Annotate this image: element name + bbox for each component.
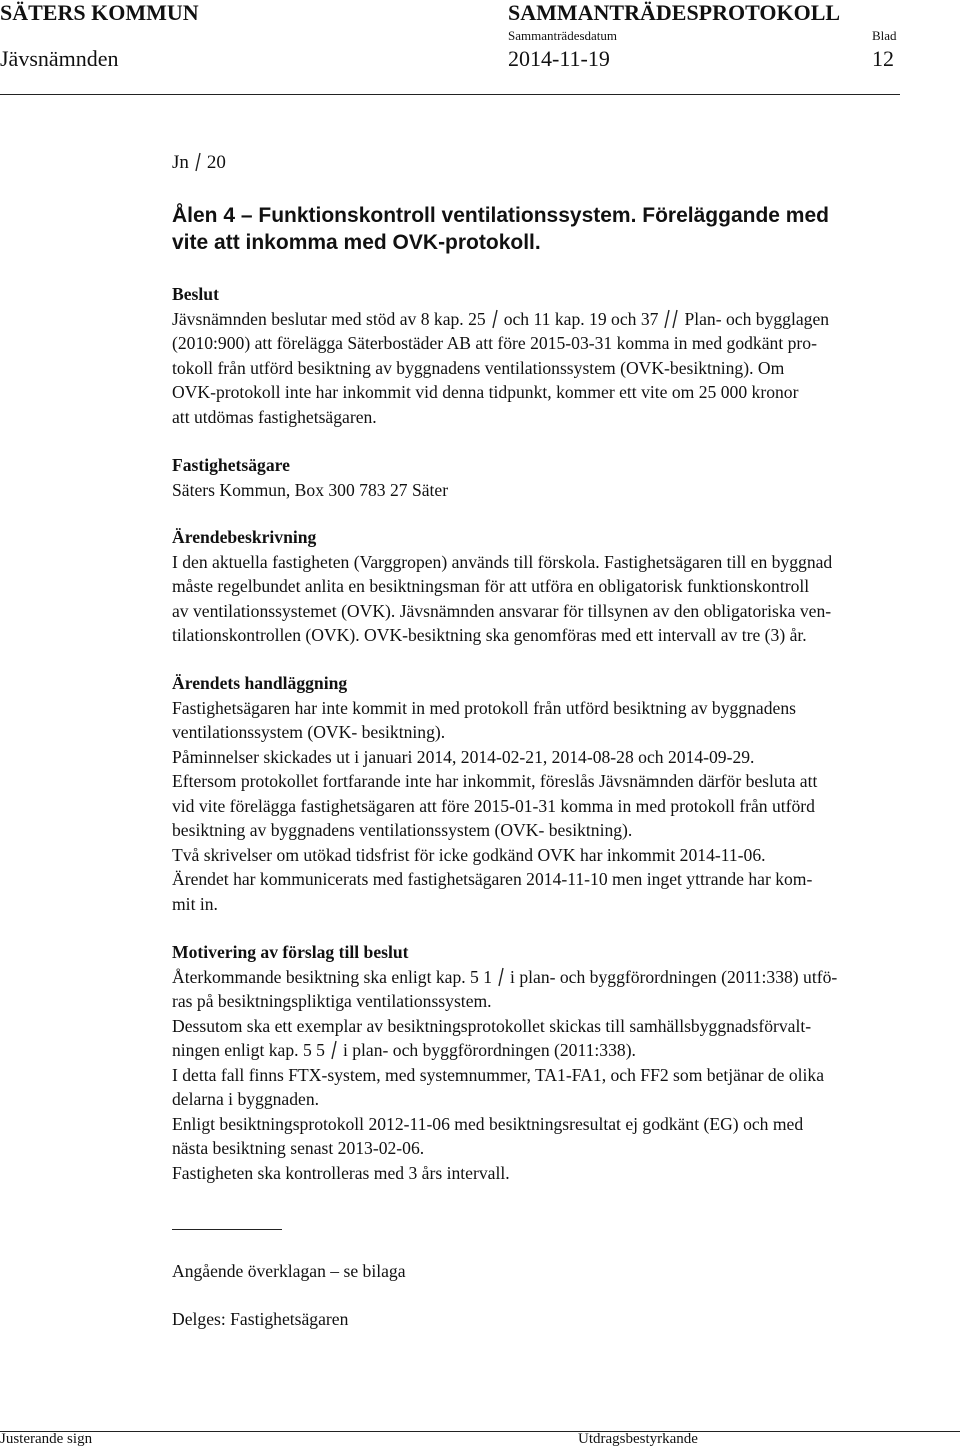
- handlaggning-line-5: vid vite förelägga fastighetsägaren att före 2015-01-31 komma in med protokoll från utförd: [172, 795, 815, 816]
- motivering-line-7: Enligt besiktningsprotokoll 2012-11-06 med besiktningsresultat ej godkänt (EG) och med: [172, 1113, 804, 1134]
- beskrivning-line-3: av ventilationssystemet (OVK). Jävsnämnden ansvarar för tillsynen av den obligatoriska ven-: [172, 600, 832, 621]
- footer-signature-label: Justerande sign: [0, 1431, 93, 1447]
- case-prefix: Jn: [172, 152, 189, 173]
- case-title-line-2: vite att inkomma med OVK-protokoll.: [172, 231, 541, 254]
- page-number: 12: [872, 46, 894, 71]
- page-caption: Blad: [872, 28, 897, 43]
- beslut-line-3: tokoll från utförd besiktning av byggnadens ventilationssystem (OVK-besiktning). Om: [172, 357, 785, 378]
- beslut-line-5: att utdömas fastighetsägaren.: [172, 406, 377, 427]
- agare-text: Säters Kommun, Box 300 783 27 Säter: [172, 479, 449, 500]
- beslut-text-a: Jävsnämnden beslutar med stöd av 8 kap. 25: [172, 308, 486, 329]
- beslut-heading: Beslut: [172, 284, 219, 304]
- handlaggning-line-9: mit in.: [172, 893, 218, 914]
- section-sign-icon: [193, 152, 203, 172]
- footer-certification-label: Utdragsbestyrkande: [578, 1431, 698, 1447]
- closing-rule: [172, 1229, 282, 1230]
- handlaggning-line-7: Två skrivelser om utökad tidsfrist för icke godkänd OVK har inkommit 2014-11-06.: [172, 844, 766, 865]
- appeal-note: Angående överklagan – se bilaga: [172, 1261, 406, 1281]
- beskrivning-line-1: I den aktuella fastigheten (Varggropen) används till förskola. Fastighetsägaren till en byggnad: [172, 551, 833, 572]
- section-sign-double-icon: [662, 309, 680, 329]
- handlaggning-line-3: Påminnelser skickades ut i januari 2014, 2014-02-21, 2014-08-28 och 2014-09-29.: [172, 746, 755, 767]
- beslut-line-4: OVK-protokoll inte har inkommit vid denna tidpunkt, kommer ett vite om 25 000 kronor: [172, 382, 799, 402]
- case-title: [172, 202, 932, 256]
- beslut-text-b: och 11 kap. 19 och 37: [503, 308, 659, 329]
- footer-rule: [0, 1431, 960, 1432]
- motivering-line-1: [172, 965, 932, 990]
- beslut-line-1: [172, 307, 932, 332]
- case-no: 20: [206, 152, 226, 173]
- header-rule: [0, 94, 900, 95]
- meeting-date: 2014-11-19: [508, 46, 610, 71]
- motivering-line-9: Fastigheten ska kontrolleras med 3 års intervall.: [172, 1162, 510, 1183]
- motivering-line-5: I detta fall finns FTX-system, med systemnummer, TA1-FA1, och FF2 som betjänar de olika: [172, 1064, 825, 1085]
- section-fastighetsagare: [172, 453, 932, 502]
- handlaggning-line-4: Eftersom protokollet fortfarande inte har inkommit, föreslås Jävsnämnden därför besluta att: [172, 771, 818, 791]
- handlaggning-line-2: ventilationssystem (OVK- besiktning).: [172, 722, 446, 742]
- beskrivning-heading: Ärendebeskrivning: [172, 527, 317, 547]
- motivering-line-4: [172, 1038, 932, 1063]
- motivering-heading: Motivering av förslag till beslut: [172, 942, 409, 962]
- section-sign-icon: [490, 309, 500, 329]
- date-caption: Sammanträdesdatum: [508, 28, 618, 43]
- committee-name: Jävsnämnden: [0, 46, 119, 71]
- municipality-name: SÄTERS KOMMUN: [0, 0, 199, 25]
- beskrivning-line-4: tilationskontrollen (OVK). OVK-besiktning ska genomföras med ett intervall av tre (3) år.: [172, 625, 807, 645]
- handlaggning-line-8: Ärendet har kommunicerats med fastighetsägaren 2014-11-10 men inget yttrande har kom-: [172, 869, 813, 889]
- handlaggning-heading: Ärendets handläggning: [172, 673, 348, 693]
- section-sign-icon: [329, 1040, 339, 1060]
- section-arendebeskrivning: [172, 525, 932, 648]
- case-number: [172, 151, 932, 176]
- case-title-line-1: Ålen 4 – Funktionskontroll ventilationssystem. Föreläggande med: [172, 204, 829, 227]
- handlaggning-line-6: besiktning av byggnadens ventilationssystem (OVK- besiktning).: [172, 820, 633, 840]
- handlaggning-line-1: Fastighetsägaren har inte kommit in med protokoll från utförd besiktning av byggnadens: [172, 697, 796, 718]
- section-handlaggning: [172, 671, 932, 916]
- agare-heading: Fastighetsägare: [172, 455, 290, 475]
- motivering-line-3: Dessutom ska ett exemplar av besiktningsprotokollet skickas till samhällsbyggnadsförvalt-: [172, 1015, 812, 1036]
- beslut-line-2: (2010:900) att förelägga Säterbostäder AB att före 2015-03-31 komma in med godkänt pro-: [172, 333, 817, 353]
- recipients-note: Delges: Fastighetsägaren: [172, 1309, 349, 1329]
- motivering-text-a: Återkommande besiktning ska enligt kap. 5 1: [172, 966, 493, 987]
- beslut-text-c: Plan- och bygglagen: [684, 308, 830, 329]
- document-type: SAMMANTRÄDESPROTOKOLL: [508, 0, 841, 25]
- section-beslut: [172, 282, 932, 429]
- beskrivning-line-2: måste regelbundet anlita en besiktningsman för att utföra en obligatorisk funktionskontroll: [172, 576, 810, 596]
- section-sign-icon: [496, 967, 506, 987]
- motivering-line-8: nästa besiktning senast 2013-02-06.: [172, 1138, 425, 1158]
- motivering-text-d: i plan- och byggförordningen (2011:338).: [342, 1040, 636, 1060]
- motivering-text-b: i plan- och byggförordningen (2011:338) utfö-: [510, 966, 838, 987]
- motivering-line-2: ras på besiktningspliktiga ventilationssystem.: [172, 991, 492, 1011]
- section-motivering: [172, 940, 932, 1185]
- motivering-line-6: delarna i byggnaden.: [172, 1089, 320, 1109]
- motivering-text-c: ningen enligt kap. 5 5: [172, 1040, 325, 1060]
